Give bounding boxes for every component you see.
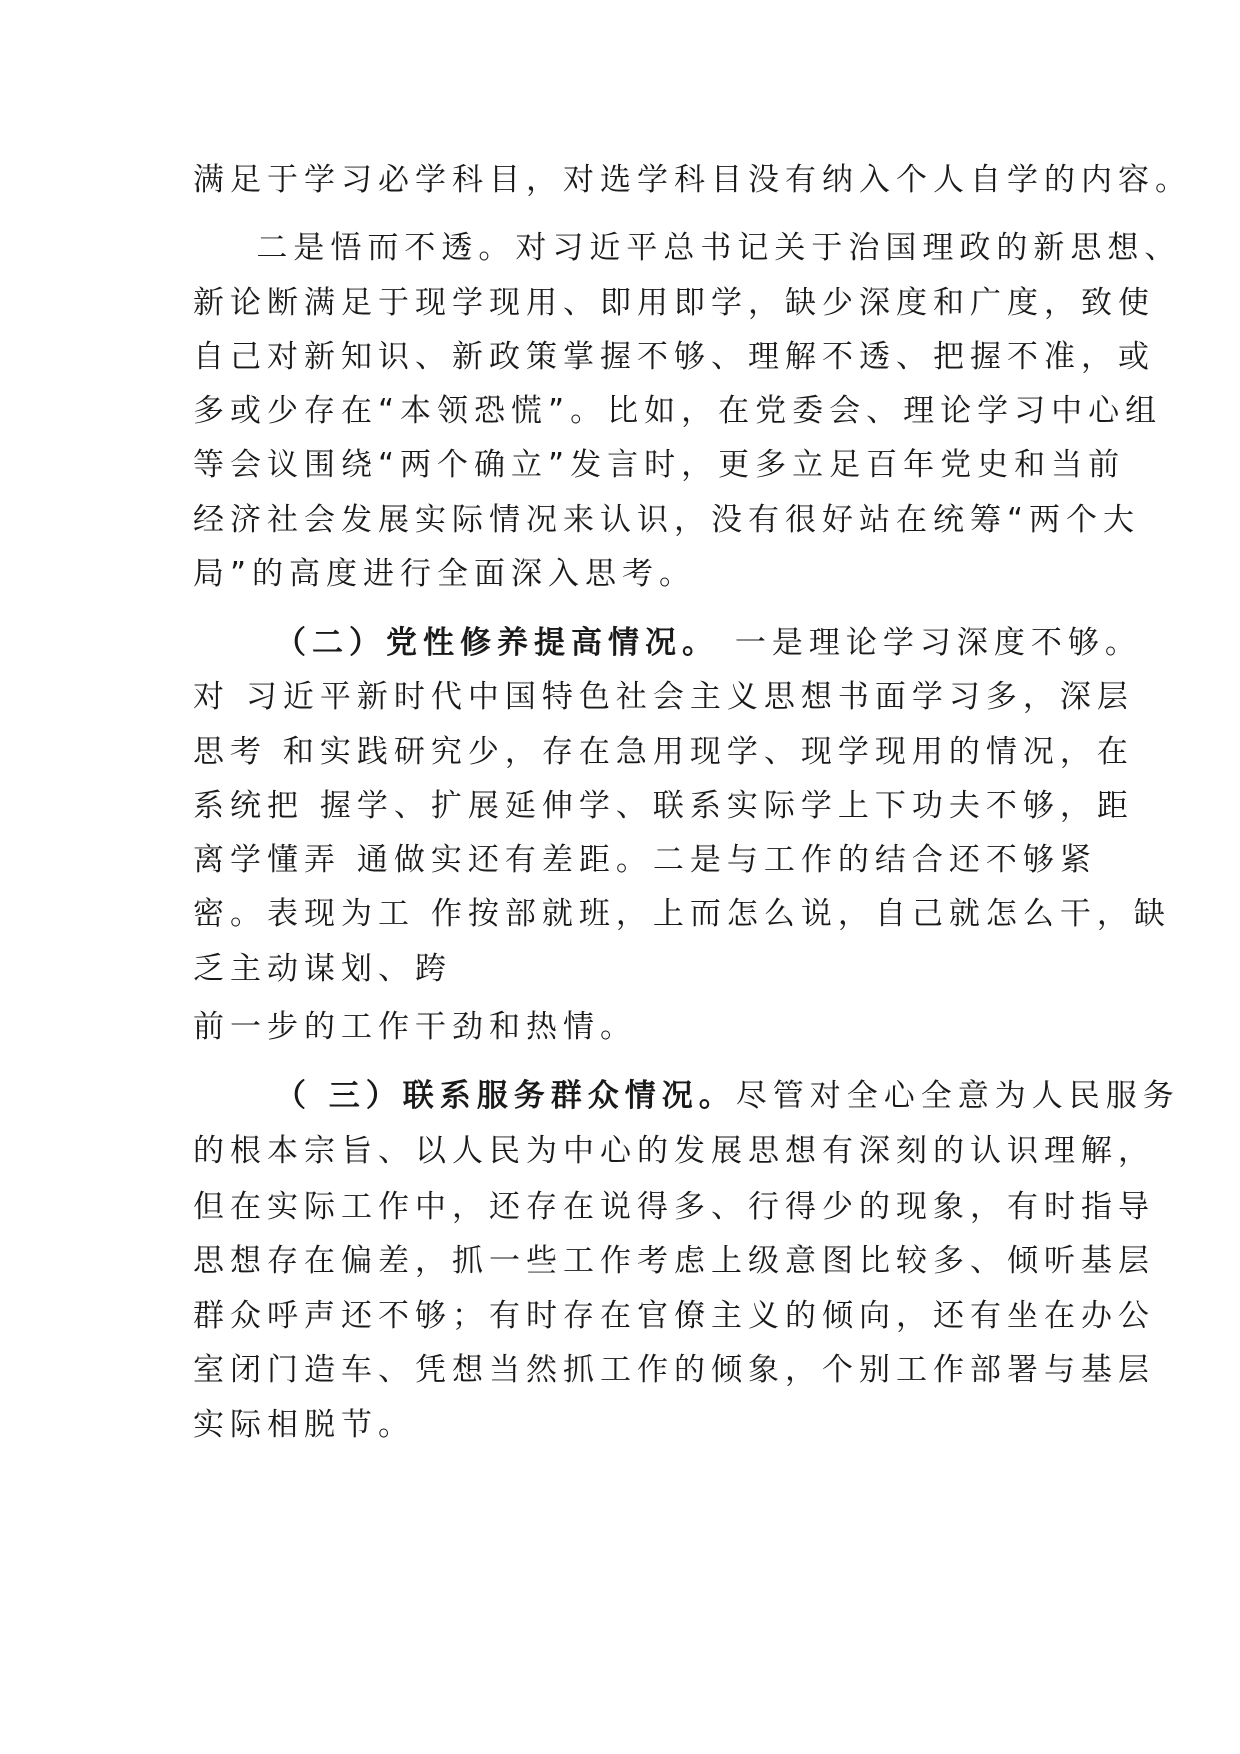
text-line: 密。表现为工 作按部就班，上而怎么说，自己就怎么干，缺 [193,896,1171,932]
text-line: 的根本宗旨、以人民为中心的发展思想有深刻的认识理解， [193,1133,1155,1169]
text-line: 实际相脱节。 [193,1407,415,1443]
text-line: 系统把 握学、扩展延伸学、联系实际学上下功夫不够，距 [193,788,1134,824]
text-line: 离学懂弄 通做实还有差距。二是与工作的结合还不够紧 [193,842,1097,878]
section-3-line [275,1076,1180,1116]
section-text: 尽管对全心全意为人民服务 [735,1078,1180,1114]
text-line: 等会议围绕“两个确立”发言时，更多立足百年党史和当前 [193,447,1126,483]
text-line: 对 习近平新时代中国特色社会主义思想书面学习多，深层 [193,679,1134,715]
text-line: 思想存在偏差，抓一些工作考虑上级意图比较多、倾听基层 [193,1243,1155,1279]
section-2-line [275,623,1142,663]
text-line: 前一步的工作干劲和热情。 [193,1009,637,1045]
text-line: 新论断满足于现学现用、即用即学，缺少深度和广度，致使 [193,285,1155,321]
section-heading: （二）党性修养提高情况。 [275,625,719,661]
text-line: 乏主动谋划、跨 [193,951,452,987]
text-line: 多或少存在“本领恐慌”。比如，在党委会、理论学习中心组 [193,393,1163,429]
text-line: 思考 和实践研究少，存在急用现学、现学现用的情况，在 [193,734,1134,770]
text-line: 局”的高度进行全面深入思考。 [193,556,697,592]
section-heading: （ 三）联系服务群众情况。 [275,1078,736,1114]
section-text: 一是理论学习深度不够。 [734,625,1142,661]
text-line: 自己对新知识、新政策掌握不够、理解不透、把握不准，或 [193,339,1155,375]
text-line: 二是悟而不透。对习近平总书记关于治国理政的新思想、 [193,230,1182,266]
text-line: 室闭门造车、凭想当然抓工作的倾象，个别工作部署与基层 [193,1352,1155,1388]
text-line: 满足于学习必学科目，对选学科目没有纳入个人自学的内容。 [193,162,1192,198]
text-line: 群众呼声还不够；有时存在官僚主义的倾向，还有坐在办公 [193,1298,1155,1334]
text-line: 但在实际工作中，还存在说得多、行得少的现象，有时指导 [193,1189,1155,1225]
text-line: 经济社会发展实际情况来认识，没有很好站在统筹“两个大 [193,502,1141,538]
